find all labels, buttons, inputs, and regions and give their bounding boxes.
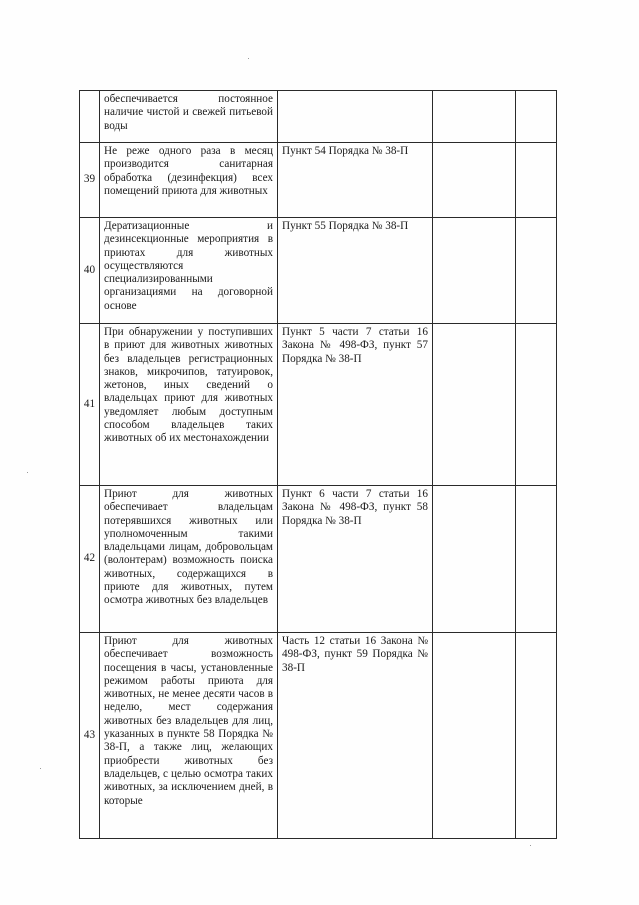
legal-reference xyxy=(278,91,433,143)
empty-cell xyxy=(516,143,557,218)
legal-reference: Пункт 55 Порядка № 38-П xyxy=(278,218,433,324)
empty-cell xyxy=(516,486,557,633)
row-number: 39 xyxy=(80,143,100,218)
legal-reference: Часть 12 статьи 16 Закона № 498-ФЗ, пункт 59 Порядка № 38-П xyxy=(278,633,433,839)
table-row xyxy=(80,324,557,486)
requirement-text: Дератизационные и дезинсекционные мероприятия в приютах для животных осуществляются специализированными организациями на договорной основе xyxy=(100,218,278,324)
scan-speck xyxy=(27,472,28,473)
requirement-text: Приют для животных обеспечивает владельцам потерявшихся животных или уполномоченным такими владельцами лицам, добровольцам (волонтерам) возможность поиска животных, содержащихся в приюте для животных, путем осмотра животных без владельцев xyxy=(100,486,278,633)
empty-cell xyxy=(516,324,557,486)
row-number xyxy=(80,91,100,143)
empty-cell xyxy=(516,633,557,839)
table-row xyxy=(80,633,557,839)
table-row xyxy=(80,91,557,143)
empty-cell xyxy=(433,633,516,839)
empty-cell xyxy=(433,218,516,324)
table-row xyxy=(80,486,557,633)
requirement-text: Не реже одного раза в месяц производится санитарная обработка (дезинфекция) всех помещений приюта для животных xyxy=(100,143,278,218)
table-row xyxy=(80,218,557,324)
empty-cell xyxy=(433,324,516,486)
empty-cell xyxy=(516,218,557,324)
requirements-table xyxy=(79,90,557,839)
row-number: 42 xyxy=(80,486,100,633)
row-number: 43 xyxy=(80,633,100,839)
requirement-text: обеспечивается постоянное наличие чистой и свежей питьевой воды xyxy=(100,91,278,143)
requirement-text: Приют для животных обеспечивает возможность посещения в часы, установленные режимом работы приюта для животных, не менее десяти часов в неделю, мест содержания животных без владельцев для лиц, указанных в пункте 58 Порядка № 38-П, а также лиц, желающих приобрести животных без владельцев, с целью осмотра таких животных, за исключением дней, в которые xyxy=(100,633,278,839)
empty-cell xyxy=(433,486,516,633)
legal-reference: Пункт 54 Порядка № 38-П xyxy=(278,143,433,218)
scan-speck xyxy=(40,768,41,769)
scan-speck xyxy=(248,58,249,59)
empty-cell xyxy=(433,91,516,143)
empty-cell xyxy=(516,91,557,143)
legal-reference: Пункт 5 части 7 статьи 16 Закона № 498-ФЗ, пункт 57 Порядка № 38-П xyxy=(278,324,433,486)
row-number: 40 xyxy=(80,218,100,324)
legal-reference: Пункт 6 части 7 статьи 16 Закона № 498-ФЗ, пункт 58 Порядка № 38-П xyxy=(278,486,433,633)
requirement-text: При обнаружении у поступивших в приют для животных животных без владельцев регистрационных знаков, микрочипов, татуировок, жетонов, иных сведений о владельцах приют для животных уведомляет любым доступным способом владельцев таких животных об их местонахождении xyxy=(100,324,278,486)
empty-cell xyxy=(433,143,516,218)
row-number: 41 xyxy=(80,324,100,486)
table-row xyxy=(80,143,557,218)
scan-speck xyxy=(530,845,531,846)
